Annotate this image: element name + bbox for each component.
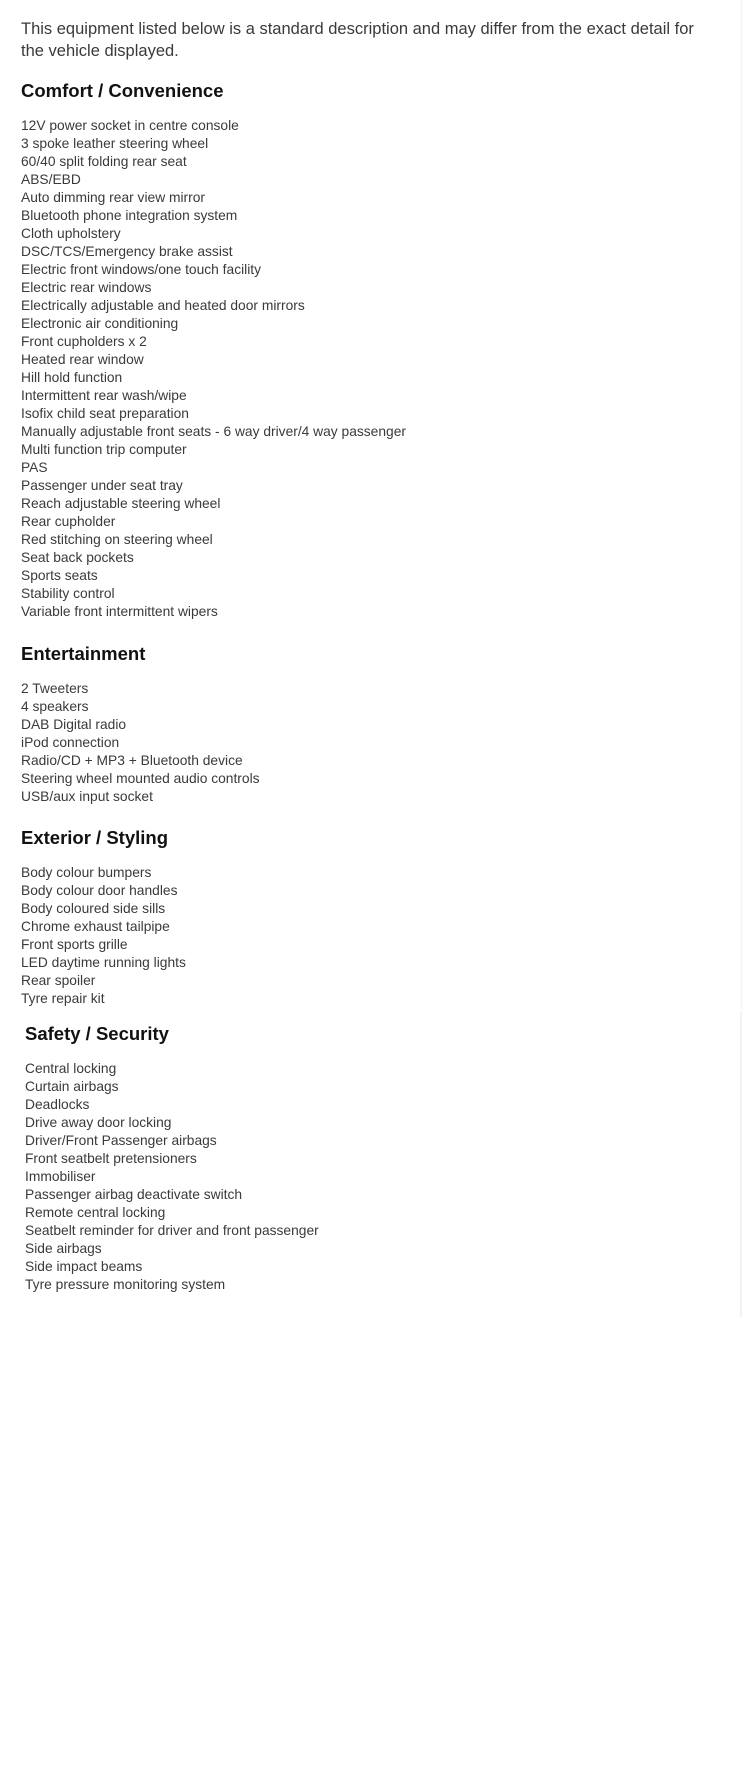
section-title: Exterior / Styling [21, 827, 169, 848]
equipment-item: Passenger under seat tray [21, 478, 183, 493]
equipment-item: Bluetooth phone integration system [21, 208, 238, 223]
section-entertainment [21, 643, 260, 806]
equipment-item: Manually adjustable front seats - 6 way driver/4 way passenger [21, 424, 406, 439]
equipment-item: Side impact beams [25, 1259, 143, 1274]
intro-text: This equipment listed below is a standard description and may differ from the exact detail for the vehicle displayed. [21, 20, 694, 60]
equipment-item: Front sports grille [21, 937, 128, 952]
section-title: Entertainment [21, 643, 146, 664]
equipment-item: Auto dimming rear view mirror [21, 190, 206, 205]
section-title: Comfort / Convenience [21, 80, 224, 101]
equipment-item: 3 spoke leather steering wheel [21, 136, 209, 151]
equipment-item: Body colour door handles [21, 883, 178, 898]
equipment-item: Intermittent rear wash/wipe [21, 388, 187, 403]
equipment-item: Isofix child seat preparation [21, 406, 189, 421]
equipment-item: Sports seats [21, 568, 98, 583]
equipment-item: PAS [21, 460, 48, 475]
equipment-page [21, 18, 701, 1292]
equipment-item: Red stitching on steering wheel [21, 532, 213, 547]
equipment-item: Variable front intermittent wipers [21, 604, 218, 619]
equipment-item: Rear spoiler [21, 973, 96, 988]
equipment-item: Electronic air conditioning [21, 316, 179, 331]
equipment-item: Heated rear window [21, 352, 144, 367]
equipment-item: Chrome exhaust tailpipe [21, 919, 170, 934]
equipment-item: ABS/EBD [21, 172, 81, 187]
equipment-item: Multi function trip computer [21, 442, 187, 457]
equipment-item: Immobiliser [25, 1169, 96, 1184]
equipment-item: Hill hold function [21, 370, 123, 385]
equipment-item: Passenger airbag deactivate switch [25, 1187, 243, 1202]
equipment-list [21, 117, 406, 621]
equipment-item: USB/aux input socket [21, 789, 153, 804]
equipment-item: Seat back pockets [21, 550, 134, 565]
equipment-item: Seatbelt reminder for driver and front passenger [25, 1223, 319, 1238]
equipment-item: Side airbags [25, 1241, 102, 1256]
section-safety-security [25, 1023, 319, 1294]
equipment-item: Central locking [25, 1061, 117, 1076]
equipment-item: Steering wheel mounted audio controls [21, 771, 260, 786]
equipment-item: Drive away door locking [25, 1115, 172, 1130]
equipment-item: Electric rear windows [21, 280, 152, 295]
equipment-item: iPod connection [21, 735, 120, 750]
equipment-item: Radio/CD + MP3 + Bluetooth device [21, 753, 243, 768]
equipment-item: Cloth upholstery [21, 226, 121, 241]
equipment-item: Body colour bumpers [21, 865, 152, 880]
equipment-item: 60/40 split folding rear seat [21, 154, 187, 169]
equipment-item: Front seatbelt pretensioners [25, 1151, 197, 1166]
section-exterior-styling [21, 827, 186, 1008]
equipment-item: LED daytime running lights [21, 955, 186, 970]
equipment-item: 12V power socket in centre console [21, 118, 239, 133]
equipment-item: Remote central locking [25, 1205, 166, 1220]
section-comfort-convenience [21, 80, 406, 621]
equipment-item: Tyre repair kit [21, 991, 105, 1006]
equipment-item: DSC/TCS/Emergency brake assist [21, 244, 233, 259]
equipment-item: Body coloured side sills [21, 901, 166, 916]
equipment-item: Front cupholders x 2 [21, 334, 147, 349]
equipment-item: Electric front windows/one touch facility [21, 262, 262, 277]
equipment-item: 2 Tweeters [21, 681, 89, 696]
equipment-item: 4 speakers [21, 699, 89, 714]
equipment-item: Rear cupholder [21, 514, 116, 529]
equipment-item: Driver/Front Passenger airbags [25, 1133, 217, 1148]
equipment-item: Stability control [21, 586, 115, 601]
equipment-list [21, 864, 186, 1008]
equipment-item: DAB Digital radio [21, 717, 127, 732]
equipment-item: Deadlocks [25, 1097, 90, 1112]
equipment-list [25, 1060, 319, 1294]
equipment-item: Curtain airbags [25, 1079, 119, 1094]
equipment-item: Tyre pressure monitoring system [25, 1277, 226, 1292]
section-title: Safety / Security [25, 1023, 169, 1044]
equipment-item: Electrically adjustable and heated door mirrors [21, 298, 305, 313]
equipment-list [21, 680, 260, 806]
equipment-item: Reach adjustable steering wheel [21, 496, 221, 511]
